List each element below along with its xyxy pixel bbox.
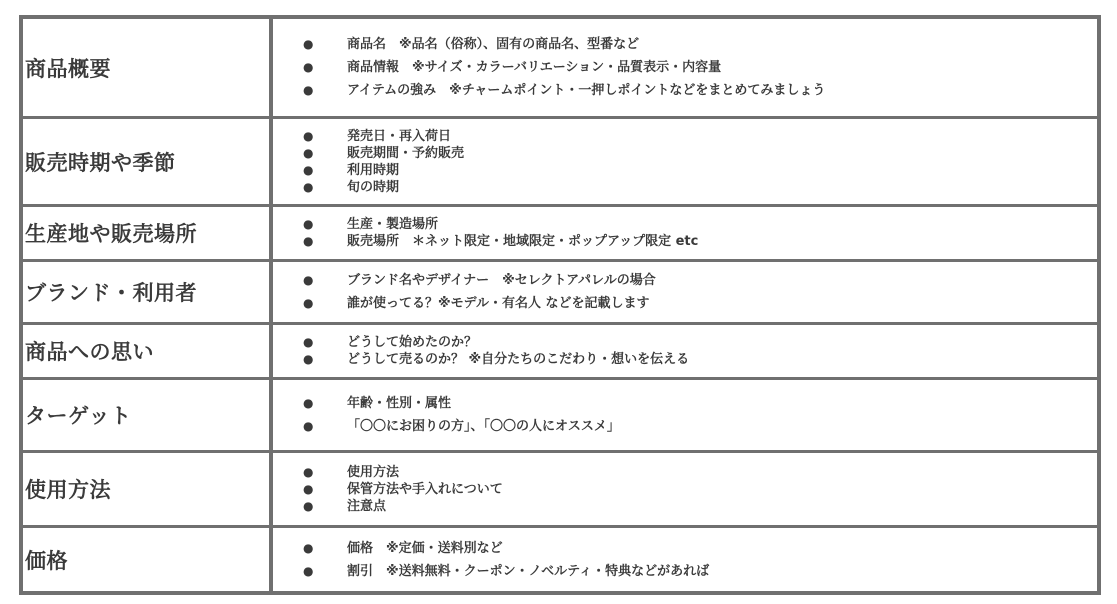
- bullet-icon: ●: [303, 273, 314, 287]
- item-text: 販売期間・予約販売: [347, 145, 465, 161]
- list-item: [303, 269, 1097, 292]
- bullet-icon: ●: [303, 162, 314, 177]
- bullet-icon: ●: [303, 563, 314, 578]
- row-label: ブランド・利用者: [23, 262, 273, 322]
- bullet-icon: ●: [303, 83, 314, 97]
- table-row: [23, 525, 1097, 591]
- bullet-icon: ●: [303, 37, 314, 51]
- table-row: [23, 259, 1097, 322]
- item-list: [273, 325, 1097, 377]
- item-list: [273, 262, 1097, 322]
- bullet-icon: ●: [303, 296, 314, 310]
- item-text: アイテムの強み ※チャームポイント・一押しポイントなどをまとめてみましょう: [347, 83, 826, 98]
- item-text: 生産・製造場所: [347, 217, 439, 232]
- bullet-icon: ●: [303, 540, 314, 555]
- bullet-icon: ●: [303, 179, 314, 194]
- bullet-icon: ●: [303, 60, 314, 74]
- item-text: どうして始めたのか？: [347, 335, 478, 350]
- row-label: 使用方法: [23, 453, 273, 525]
- table-row: [23, 450, 1097, 525]
- bullet-icon: ●: [303, 217, 314, 231]
- bullet-icon: ●: [303, 419, 314, 433]
- item-text: 「〇〇にお困りの方」、「〇〇の人にオススメ」: [347, 419, 620, 434]
- bullet-icon: ●: [303, 396, 314, 410]
- item-list: [273, 207, 1097, 259]
- table-row: [23, 19, 1097, 116]
- item-list: [273, 19, 1097, 116]
- list-item: [303, 351, 1097, 368]
- item-text: 価格 ※定価・送料別など: [347, 540, 503, 556]
- list-item: [303, 56, 1097, 79]
- row-label: ターゲット: [23, 380, 273, 450]
- list-item: [303, 481, 1097, 498]
- table-row: [23, 322, 1097, 377]
- table-row: [23, 116, 1097, 204]
- list-item: [303, 415, 1097, 438]
- list-item: [303, 498, 1097, 515]
- item-text: 発売日・再入荷日: [347, 128, 452, 144]
- row-label: 商品への思い: [23, 325, 273, 377]
- item-text: 保管方法や手入れについて: [347, 481, 503, 497]
- item-list: [273, 453, 1097, 525]
- list-item: [303, 334, 1097, 351]
- bullet-icon: ●: [303, 498, 314, 513]
- list-item: [303, 162, 1097, 179]
- item-text: 商品情報 ※サイズ・カラーバリエーション・品質表示・内容量: [347, 60, 722, 75]
- list-item: [303, 128, 1097, 145]
- item-list: [273, 380, 1097, 450]
- list-item: [303, 392, 1097, 415]
- item-text: 使用方法: [347, 464, 400, 480]
- row-label: 販売時期や季節: [23, 119, 273, 204]
- item-text: 利用時期: [347, 162, 400, 178]
- list-item: [303, 537, 1097, 560]
- list-item: [303, 145, 1097, 162]
- table-row: [23, 204, 1097, 259]
- item-text: 誰が使ってる？※モデル・有名人 などを記載します: [347, 296, 650, 311]
- row-label: 価格: [23, 528, 273, 591]
- list-item: [303, 179, 1097, 196]
- row-label: 生産地や販売場所: [23, 207, 273, 259]
- table-row: [23, 377, 1097, 450]
- item-list: [273, 119, 1097, 204]
- item-text: 販売場所 ＊ネット限定・地域限定・ポップアップ限定 etc: [347, 234, 699, 249]
- item-text: 旬の時期: [347, 179, 400, 195]
- bullet-icon: ●: [303, 352, 314, 366]
- list-item: [303, 33, 1097, 56]
- item-list: [273, 528, 1097, 591]
- item-text: どうして売るのか？ ※自分たちのこだわり・想いを伝える: [347, 352, 690, 367]
- bullet-icon: ●: [303, 128, 314, 143]
- item-text: 割引 ※送料無料・クーポン・ノベルティ・特典などがあれば: [347, 563, 710, 579]
- bullet-icon: ●: [303, 464, 314, 479]
- row-label: 商品概要: [23, 19, 273, 116]
- item-text: 注意点: [347, 498, 387, 514]
- content-table: [19, 15, 1101, 595]
- item-text: ブランド名やデザイナー ※セレクトアパレルの場合: [347, 273, 656, 288]
- bullet-icon: ●: [303, 481, 314, 496]
- list-item: [303, 233, 1097, 250]
- item-text: 商品名 ※品名（俗称）、固有の商品名、型番など: [347, 37, 640, 52]
- item-text: 年齢・性別・属性: [347, 396, 452, 411]
- bullet-icon: ●: [303, 234, 314, 248]
- bullet-icon: ●: [303, 145, 314, 160]
- bullet-icon: ●: [303, 335, 314, 349]
- list-item: [303, 216, 1097, 233]
- list-item: [303, 292, 1097, 315]
- list-item: [303, 79, 1097, 102]
- list-item: [303, 464, 1097, 481]
- list-item: [303, 560, 1097, 583]
